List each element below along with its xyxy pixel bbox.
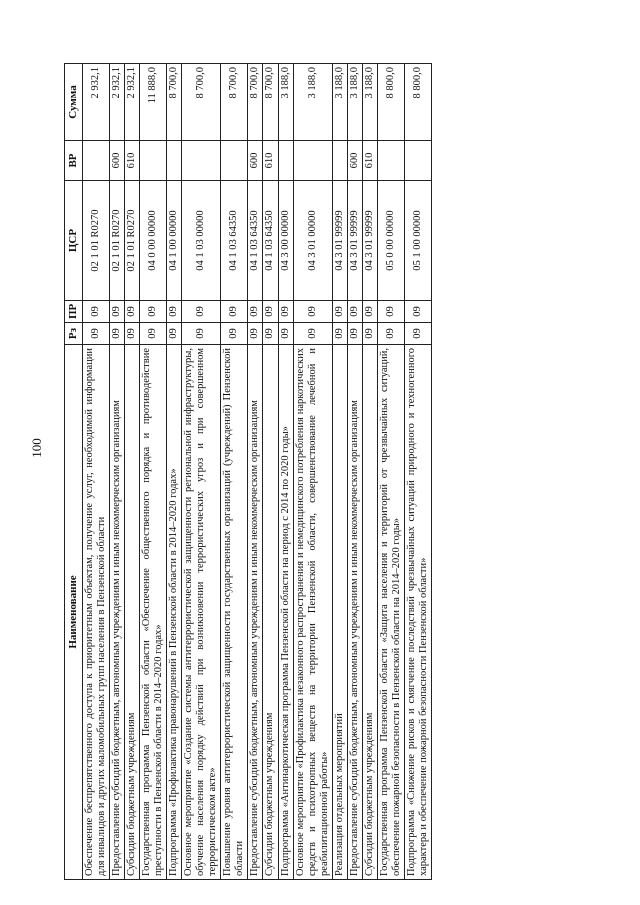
cell-name: Подпрограмма «Профилактика правонарушений в Пензенской области в 2014–2020 годах» (167, 345, 182, 880)
cell-pr: 09 (263, 301, 278, 323)
table-row (248, 64, 263, 880)
cell-csr: 02 1 01 R0270 (82, 181, 109, 301)
cell-csr: 04 1 00 00000 (167, 181, 182, 301)
header-csr: ЦСР (65, 181, 83, 301)
table-body (82, 64, 432, 880)
header-vr: ВР (65, 141, 83, 181)
cell-sum: 11 888,0 (139, 64, 166, 141)
cell-vr (405, 141, 432, 181)
cell-csr: 02 1 01 R0270 (109, 181, 124, 301)
cell-name: Субсидии бюджетным учреждениям (263, 345, 278, 880)
table-row (82, 64, 109, 880)
cell-rz: 09 (362, 323, 377, 345)
cell-sum: 8 700,0 (221, 64, 248, 141)
cell-sum: 2 932,1 (109, 64, 124, 141)
cell-vr (182, 141, 221, 181)
cell-name: Государственная программа Пензенской области «Защита населения и территорий от чрезвычайных ситуаций, обеспечение пожарной безопасности в Пензенской области на 2014–2020 годы» (377, 345, 404, 880)
cell-sum: 8 700,0 (263, 64, 278, 141)
cell-pr: 09 (221, 301, 248, 323)
table-row (347, 64, 362, 880)
cell-csr: 02 1 01 R0270 (124, 181, 139, 301)
cell-sum: 3 188,0 (332, 64, 347, 141)
cell-pr: 09 (293, 301, 332, 323)
cell-rz: 09 (182, 323, 221, 345)
cell-sum: 8 700,0 (167, 64, 182, 141)
cell-sum: 2 932,1 (124, 64, 139, 141)
table-row (405, 64, 432, 880)
cell-name: Основное мероприятие «Профилактика незаконного распространения и немедицинского потребления наркотических средств и психотропных веществ на территории Пензенской области, совершенствование лечебной и реабилитационной работы» (293, 345, 332, 880)
cell-vr: 600 (248, 141, 263, 181)
cell-csr: 04 3 01 00000 (293, 181, 332, 301)
header-row (65, 64, 83, 880)
cell-sum: 3 188,0 (347, 64, 362, 141)
cell-csr: 04 3 01 99999 (347, 181, 362, 301)
cell-rz: 09 (332, 323, 347, 345)
table-row (109, 64, 124, 880)
header-rz: Рз (65, 323, 83, 345)
cell-rz: 09 (405, 323, 432, 345)
cell-vr (278, 141, 293, 181)
cell-name: Предоставление субсидий бюджетным, автономным учреждениям и иным некоммерческим организациям (109, 345, 124, 880)
cell-name: Предоставление субсидий бюджетным, автономным учреждениям и иным некоммерческим организациям (347, 345, 362, 880)
cell-name: Подпрограмма «Снижение рисков и смягчение последствий чрезвычайных ситуаций природного и техногенного характера и обеспечение пожарной безопасности Пензенской области» (405, 345, 432, 880)
cell-csr: 05 0 00 00000 (377, 181, 404, 301)
table-row (221, 64, 248, 880)
table-row (167, 64, 182, 880)
cell-name: Обеспечение беспрепятственного доступа к приоритетным объектам, получение услуг, необходимой информации для инвалидов и других маломобильных групп населения в Пензенской области (82, 345, 109, 880)
table-row (362, 64, 377, 880)
cell-rz: 09 (221, 323, 248, 345)
cell-rz: 09 (124, 323, 139, 345)
table-row (278, 64, 293, 880)
cell-vr (167, 141, 182, 181)
cell-vr: 610 (263, 141, 278, 181)
table-row (182, 64, 221, 880)
cell-sum: 8 800,0 (405, 64, 432, 141)
cell-sum: 8 700,0 (182, 64, 221, 141)
page-number: 100 (29, 438, 44, 458)
cell-rz: 09 (377, 323, 404, 345)
cell-rz: 09 (278, 323, 293, 345)
cell-vr: 600 (347, 141, 362, 181)
cell-rz: 09 (109, 323, 124, 345)
cell-pr: 09 (405, 301, 432, 323)
header-name: Наименование (65, 345, 83, 880)
table-row (377, 64, 404, 880)
cell-vr (377, 141, 404, 181)
cell-csr: 04 3 01 99999 (362, 181, 377, 301)
cell-sum: 3 188,0 (278, 64, 293, 141)
cell-pr: 09 (332, 301, 347, 323)
rotated-table-container (64, 64, 432, 880)
cell-name: Подпрограмма «Антинаркотическая программа Пензенской области на период с 2014 по 2020 годы» (278, 345, 293, 880)
cell-pr: 09 (139, 301, 166, 323)
cell-csr: 04 3 01 99999 (332, 181, 347, 301)
cell-rz: 09 (347, 323, 362, 345)
cell-pr: 09 (377, 301, 404, 323)
cell-pr: 09 (248, 301, 263, 323)
table-row (124, 64, 139, 880)
cell-pr: 09 (167, 301, 182, 323)
cell-sum: 3 188,0 (293, 64, 332, 141)
cell-csr: 04 0 00 00000 (139, 181, 166, 301)
cell-vr (139, 141, 166, 181)
cell-csr: 04 1 03 64350 (263, 181, 278, 301)
cell-vr: 600 (109, 141, 124, 181)
cell-sum: 8 700,0 (248, 64, 263, 141)
cell-pr: 09 (82, 301, 109, 323)
cell-vr (332, 141, 347, 181)
cell-sum: 8 800,0 (377, 64, 404, 141)
cell-rz: 09 (263, 323, 278, 345)
table-row (332, 64, 347, 880)
cell-csr: 04 1 03 64350 (248, 181, 263, 301)
cell-csr: 05 1 00 00000 (405, 181, 432, 301)
cell-pr: 09 (182, 301, 221, 323)
cell-rz: 09 (82, 323, 109, 345)
cell-pr: 09 (347, 301, 362, 323)
cell-vr (82, 141, 109, 181)
cell-sum: 2 932,1 (82, 64, 109, 141)
cell-vr: 610 (124, 141, 139, 181)
cell-name: Субсидии бюджетным учреждениям (124, 345, 139, 880)
cell-rz: 09 (167, 323, 182, 345)
cell-vr (221, 141, 248, 181)
cell-pr: 09 (278, 301, 293, 323)
cell-pr: 09 (362, 301, 377, 323)
header-pr: ПР (65, 301, 83, 323)
header-sum: Сумма (65, 64, 83, 141)
table-row (139, 64, 166, 880)
cell-sum: 3 188,0 (362, 64, 377, 141)
budget-table (64, 63, 432, 880)
cell-name: Субсидии бюджетным учреждениям (362, 345, 377, 880)
cell-vr: 610 (362, 141, 377, 181)
cell-name: Реализация отдельных мероприятий (332, 345, 347, 880)
cell-name: Основное мероприятие «Создание системы антитеррористической защищенности региональной инфраструктуры, обучение населения порядку действий при возникновении террористических угроз и при совершенном террористическом акте» (182, 345, 221, 880)
cell-name: Государственная программа Пензенской области «Обеспечение общественного порядка и противодействие преступности в Пензенской области в 2014–2020 годах» (139, 345, 166, 880)
cell-rz: 09 (139, 323, 166, 345)
cell-vr (293, 141, 332, 181)
cell-rz: 09 (293, 323, 332, 345)
cell-pr: 09 (124, 301, 139, 323)
cell-csr: 04 1 03 64350 (221, 181, 248, 301)
cell-pr: 09 (109, 301, 124, 323)
cell-name: Повышение уровня антитеррористической защищенности государственных организаций (учреждений) Пензенской области (221, 345, 248, 880)
cell-csr: 04 3 00 00000 (278, 181, 293, 301)
table-row (293, 64, 332, 880)
cell-name: Предоставление субсидий бюджетным, автономным учреждениям и иным некоммерческим организациям (248, 345, 263, 880)
cell-csr: 04 1 03 00000 (182, 181, 221, 301)
table-row (263, 64, 278, 880)
cell-rz: 09 (248, 323, 263, 345)
